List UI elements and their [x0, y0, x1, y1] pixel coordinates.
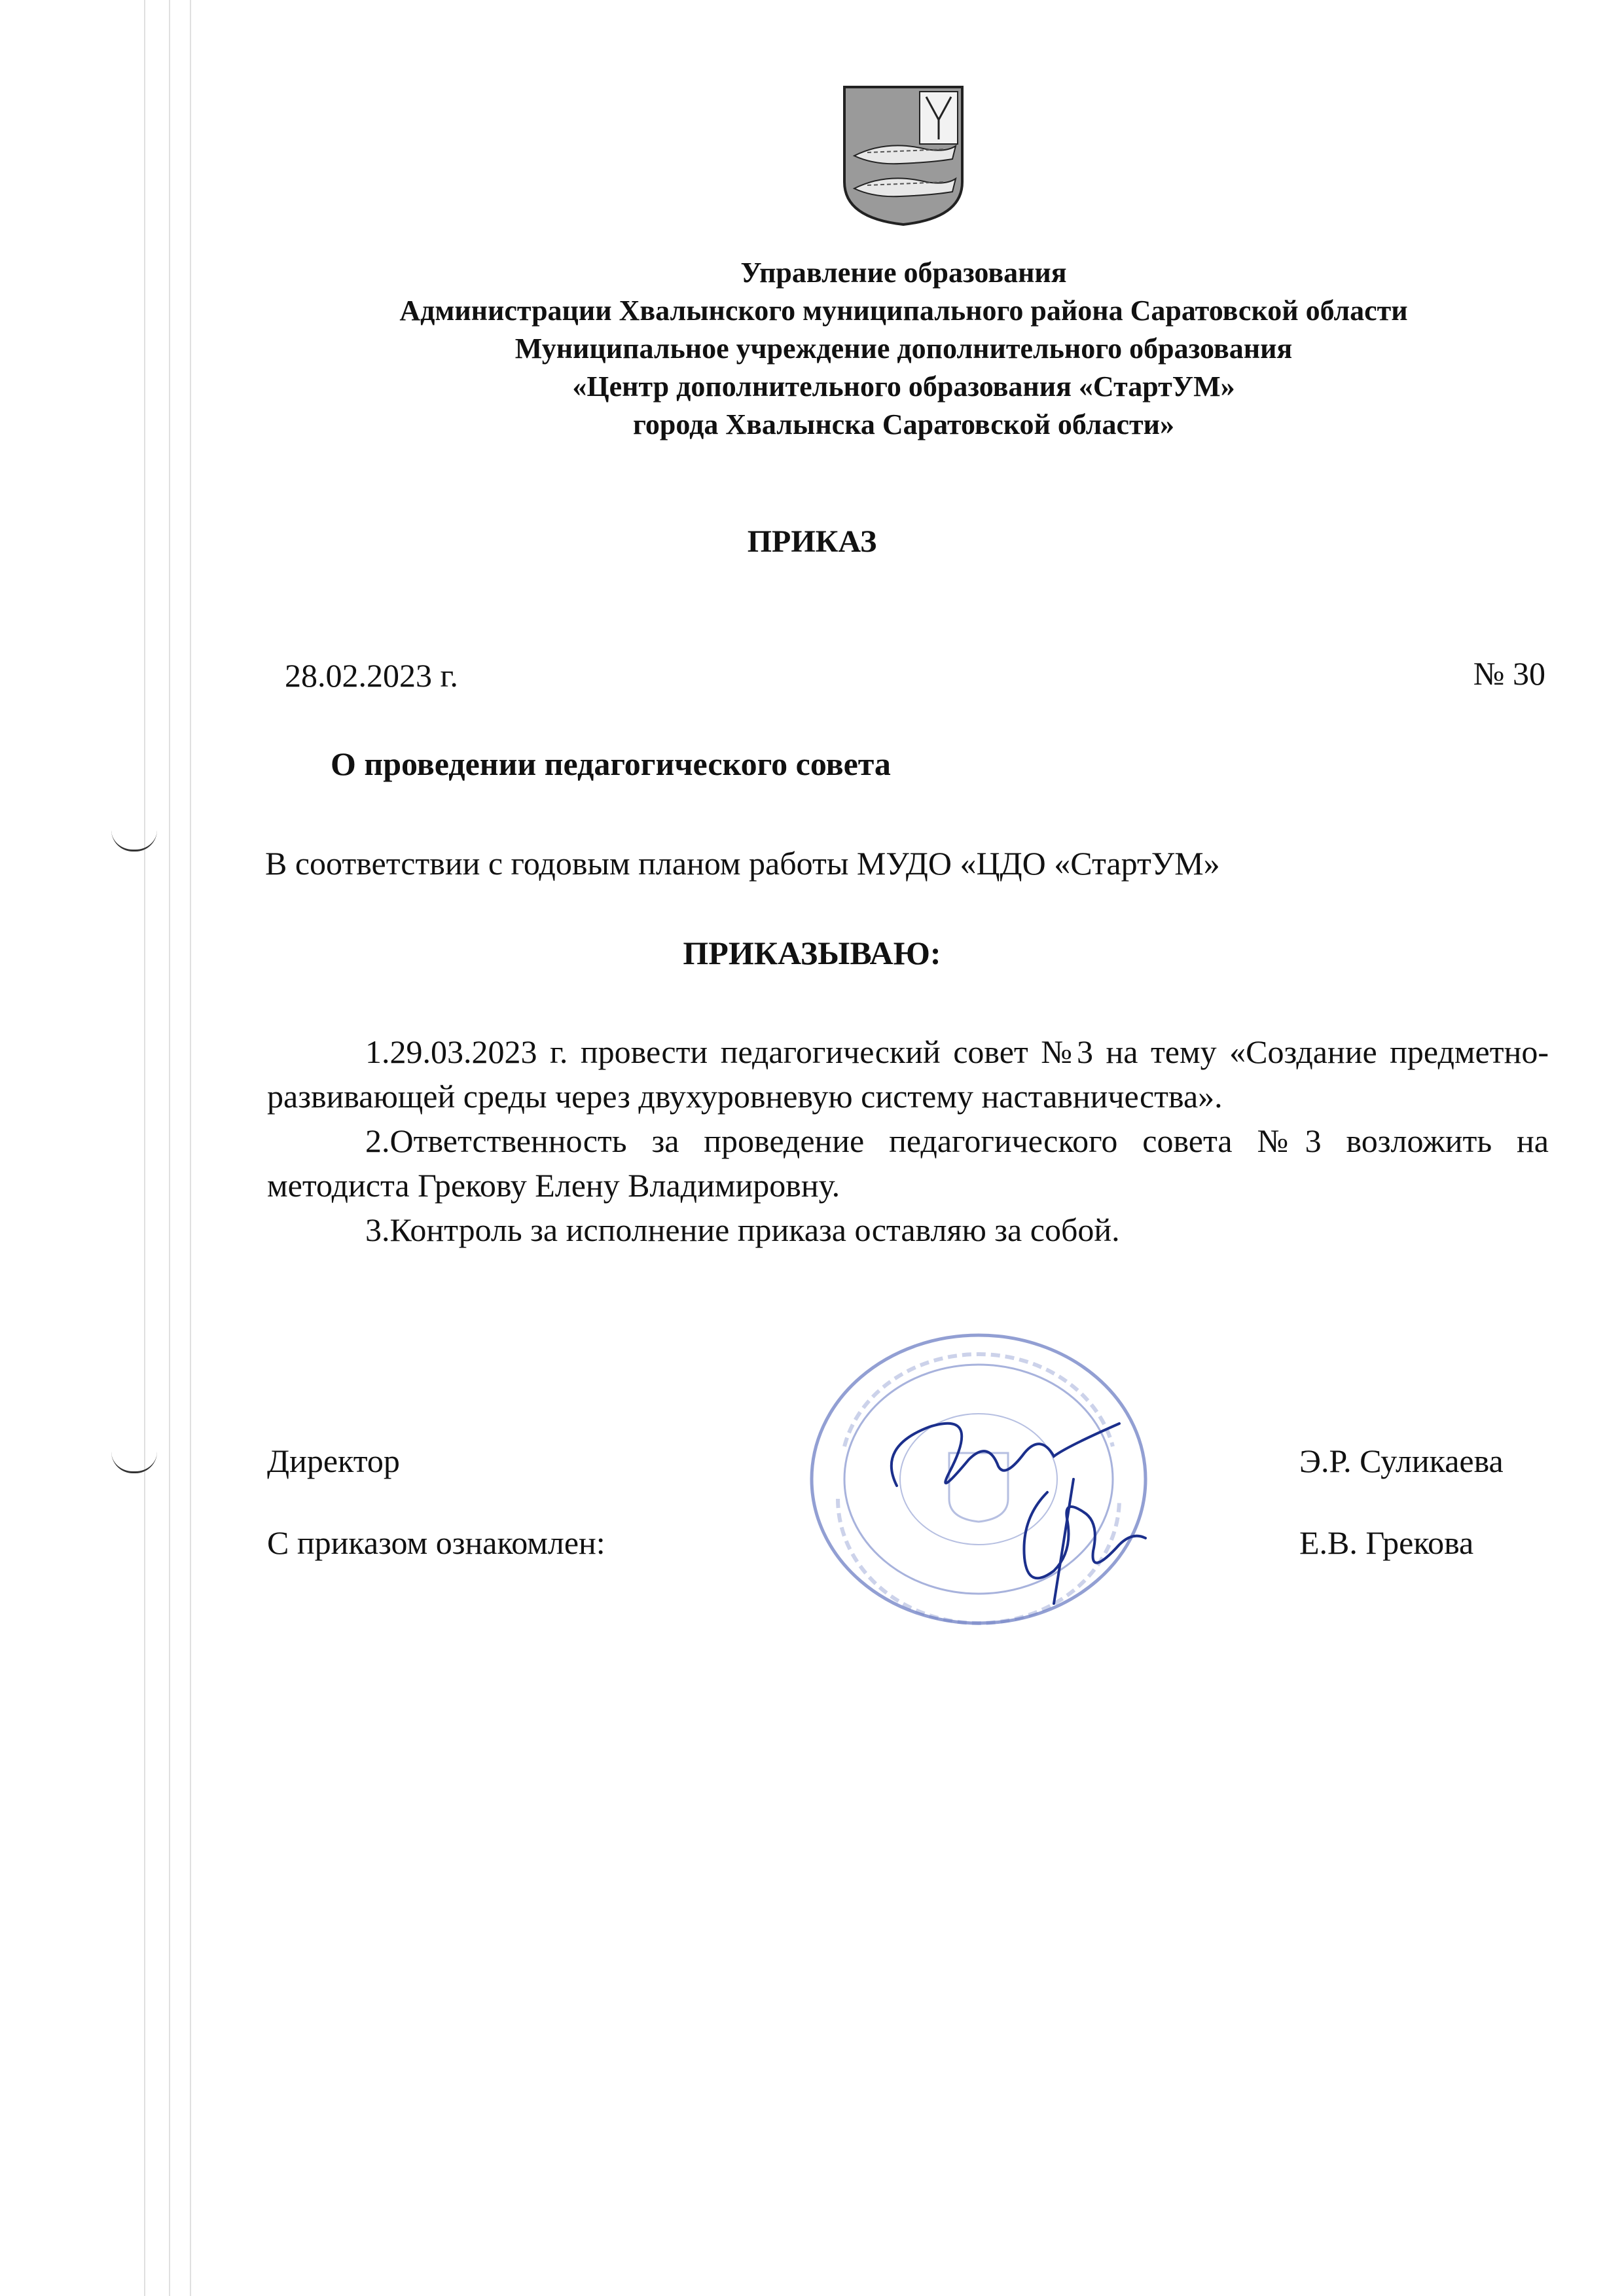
order-item: 2.Ответственность за проведение педагогического совета №3 возложить на методиста Грекову Елену Владимировну.: [267, 1122, 1549, 1204]
header-line: города Хвалынска Саратовской области»: [633, 408, 1174, 440]
signatory-name: Э.Р. Суликаева: [1299, 1443, 1504, 1479]
order-date: 28.02.2023 г.: [285, 657, 458, 694]
hole-punch-mark: [111, 1452, 157, 1473]
organization-header: [196, 254, 1611, 444]
order-number: № 30: [1473, 655, 1545, 692]
acknowledgement-name: Е.В. Грекова: [1299, 1524, 1474, 1561]
header-line: «Центр дополнительного образования «СтартУМ»: [572, 370, 1235, 403]
signatory-role: Директор: [267, 1443, 400, 1479]
saratov-coat-of-arms-icon: [841, 84, 965, 228]
document-title: ПРИКАЗ: [747, 524, 877, 559]
scan-artifact: [169, 0, 170, 2296]
handwritten-signature-icon: [857, 1388, 1159, 1623]
order-subject: О проведении педагогического совета: [331, 745, 891, 782]
order-basis: В соответствии с годовым планом работы МУДО «ЦДО «СтартУМ»: [265, 845, 1220, 882]
order-item: 1.29.03.2023 г. провести педагогический совет №3 на тему «Создание предметно-развивающей среды через двухуровневую систему наставничества».: [267, 1033, 1549, 1115]
hole-punch-mark: [111, 830, 157, 852]
order-directive-heading: ПРИКАЗЫВАЮ:: [683, 935, 941, 971]
header-line: Муниципальное учреждение дополнительного образования: [514, 332, 1293, 365]
order-item: 3.Контроль за исполнение приказа оставляю за собой.: [365, 1211, 1120, 1248]
header-line: Управление образования: [740, 257, 1067, 289]
header-line: Администрации Хвалынского муниципального района Саратовской области: [399, 295, 1408, 327]
acknowledgement-label: С приказом ознакомлен:: [267, 1524, 605, 1561]
scan-artifact: [144, 0, 145, 2296]
scan-artifact: [190, 0, 191, 2296]
order-items: [267, 1030, 1549, 1252]
